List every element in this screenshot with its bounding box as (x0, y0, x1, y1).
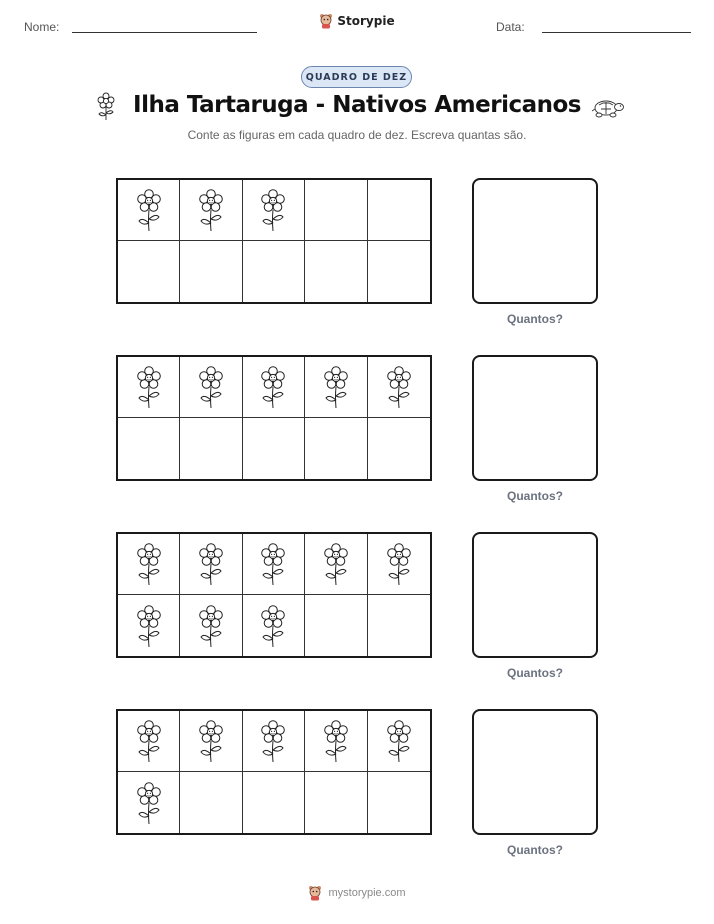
ten-frame-cell (305, 418, 367, 479)
page-title: Ilha Tartaruga - Nativos Americanos (133, 92, 581, 118)
ten-frame-cell (243, 711, 305, 772)
ten-frame-cell (368, 418, 430, 479)
answer-box[interactable] (472, 709, 598, 835)
flower-icon (135, 542, 163, 586)
flower-icon (197, 719, 225, 763)
ten-frame-cell (243, 772, 305, 833)
flower-icon (197, 365, 225, 409)
flower-icon (197, 188, 225, 232)
ten-frame-cell (180, 595, 242, 656)
ten-frame-cell (180, 241, 242, 302)
ten-frame-cell (368, 241, 430, 302)
ten-frame-cell (305, 772, 367, 833)
flower-icon (135, 365, 163, 409)
name-line[interactable] (72, 32, 257, 33)
flower-icon (197, 542, 225, 586)
flower-icon (135, 719, 163, 763)
ten-frame-cell (305, 180, 367, 241)
ten-frame (116, 355, 432, 481)
worksheet-type-badge: QUADRO DE DEZ (301, 66, 412, 88)
ten-frame (116, 178, 432, 304)
flower-icon (135, 781, 163, 825)
ten-frame-cell (118, 241, 180, 302)
instructions: Conte as figuras em cada quadro de dez. Escreva quantas são. (187, 128, 527, 142)
answer-label: Quantos? (507, 312, 563, 326)
answer-label: Quantos? (507, 843, 563, 857)
flower-icon (322, 542, 350, 586)
storypie-mascot-icon (319, 13, 333, 29)
date-label: Data: (496, 20, 525, 34)
ten-frame-cell (118, 418, 180, 479)
title-turtle-icon (591, 95, 625, 119)
ten-frame-cell (305, 357, 367, 418)
ten-frame-cell (243, 180, 305, 241)
ten-frame-cell (180, 357, 242, 418)
flower-icon (322, 365, 350, 409)
flower-icon (135, 604, 163, 648)
footer (0, 885, 714, 901)
ten-frame-cell (368, 534, 430, 595)
ten-frame-cell (368, 357, 430, 418)
date-line[interactable] (542, 32, 691, 33)
flower-icon (385, 719, 413, 763)
ten-frame-cell (368, 595, 430, 656)
ten-frame-cell (243, 418, 305, 479)
ten-frame-cell (118, 595, 180, 656)
flower-icon (259, 719, 287, 763)
ten-frame-cell (243, 357, 305, 418)
ten-frame-cell (368, 180, 430, 241)
ten-frame-cell (180, 772, 242, 833)
answer-box[interactable] (472, 532, 598, 658)
answer-box[interactable] (472, 355, 598, 481)
ten-frame-cell (243, 241, 305, 302)
brand-logo (0, 13, 714, 29)
ten-frame-cell (305, 241, 367, 302)
ten-frame (116, 532, 432, 658)
ten-frame-cell (305, 711, 367, 772)
ten-frame-cell (368, 711, 430, 772)
ten-frame-cell (118, 534, 180, 595)
ten-frame-cell (180, 534, 242, 595)
ten-frame-cell (305, 595, 367, 656)
ten-frame (116, 709, 432, 835)
flower-icon (135, 188, 163, 232)
flower-icon (385, 542, 413, 586)
footer-url: mystorypie.com (328, 887, 406, 899)
ten-frame-cell (118, 711, 180, 772)
ten-frame-cell (180, 418, 242, 479)
answer-box[interactable] (472, 178, 598, 304)
name-label: Nome: (24, 20, 60, 34)
storypie-mascot-icon (308, 885, 322, 901)
ten-frame-cell (243, 595, 305, 656)
ten-frame-cell (305, 534, 367, 595)
ten-frame-cell (180, 711, 242, 772)
ten-frame-cell (118, 357, 180, 418)
ten-frame-cell (118, 772, 180, 833)
flower-icon (259, 188, 287, 232)
ten-frame-cell (368, 772, 430, 833)
flower-icon (259, 365, 287, 409)
flower-icon (385, 365, 413, 409)
flower-icon (322, 719, 350, 763)
flower-icon (197, 604, 225, 648)
ten-frame-cell (180, 180, 242, 241)
brand-name: Storypie (337, 14, 395, 28)
flower-icon (259, 542, 287, 586)
ten-frame-cell (118, 180, 180, 241)
answer-label: Quantos? (507, 666, 563, 680)
answer-label: Quantos? (507, 489, 563, 503)
ten-frame-cell (243, 534, 305, 595)
flower-icon (259, 604, 287, 648)
